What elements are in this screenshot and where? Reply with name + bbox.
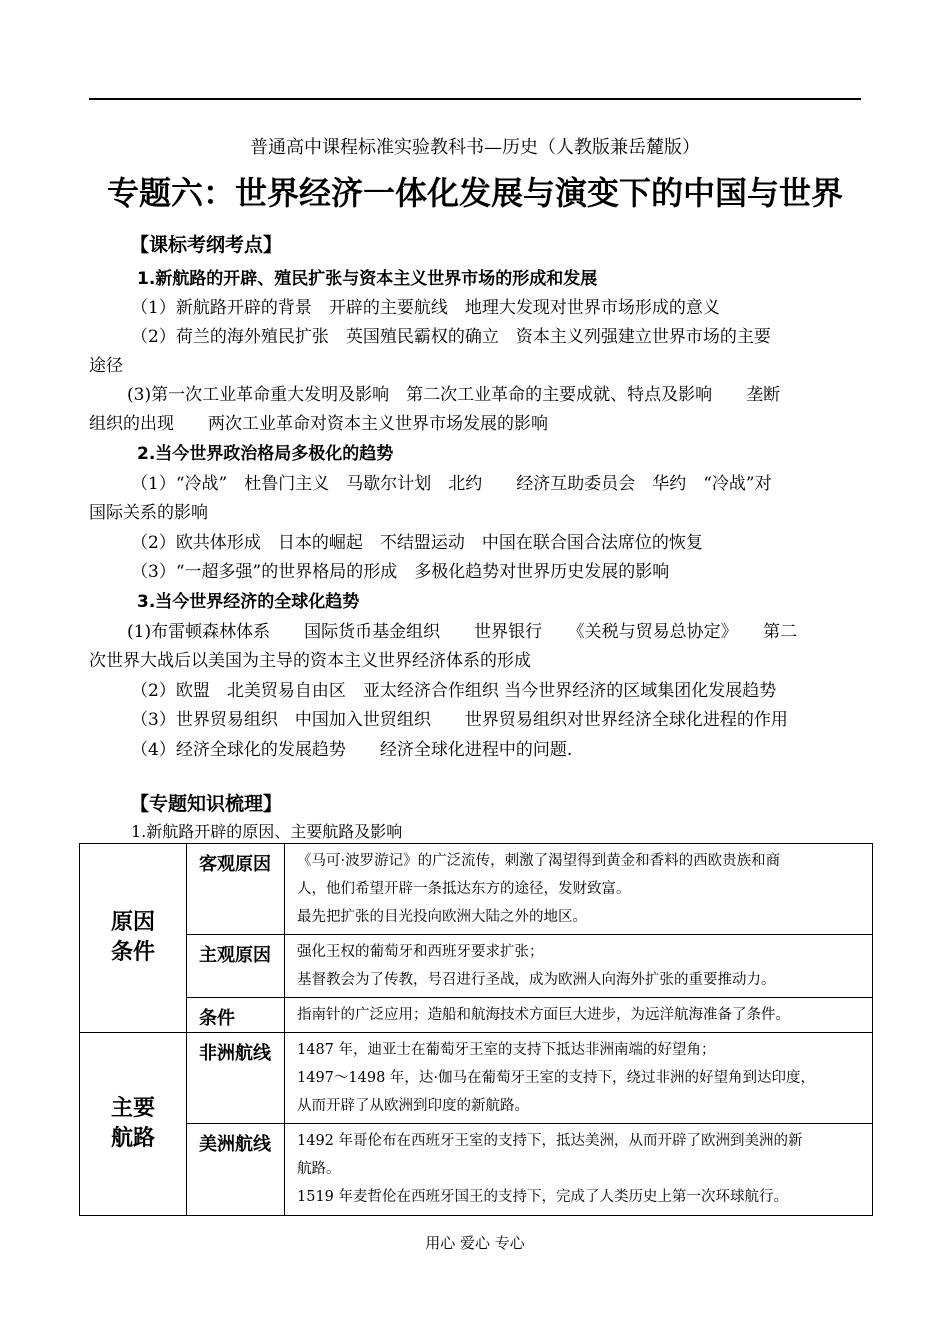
syllabus-section-2: 2.当今世界政治格局多极化的趋势 <box>137 444 394 464</box>
row-label: 美洲航线 <box>187 1124 285 1216</box>
syllabus-line: (3)第一次工业革命重大发明及影响 第二次工业革命的主要成就、特点及影响 垄断 <box>127 385 781 405</box>
syllabus-line: 次世界大战后以美国为主导的资本主义世界经济体系的形成 <box>89 651 531 671</box>
syllabus-line: 途径 <box>89 356 123 376</box>
content-line: 《马可·波罗游记》的广泛流传，刺激了渴望得到黄金和香料的西欧贵族和商 <box>297 853 781 869</box>
content-line: 1519 年麦哲伦在西班牙国王的支持下，完成了人类历史上第一次环球航行。 <box>297 1189 789 1205</box>
syllabus-line: （3）世界贸易组织 中国加入世贸组织 世界贸易组织对世界经济全球化进程的作用 <box>131 710 788 730</box>
category-label: 主要 <box>110 1096 155 1121</box>
row-content <box>285 935 873 998</box>
row-label: 主观原因 <box>187 935 285 998</box>
table-row <box>80 998 873 1033</box>
knowledge-heading: 【专题知识梳理】 <box>130 793 283 815</box>
syllabus-line: 国际关系的影响 <box>89 503 208 523</box>
syllabus-heading: 【课标考纲考点】 <box>130 234 283 256</box>
syllabus-line: (1)布雷顿森林体系 国际货币基金组织 世界银行 《关税与贸易总协定》 第二 <box>127 622 798 642</box>
syllabus-section-1: 1.新航路的开辟、殖民扩张与资本主义世界市场的形成和发展 <box>137 269 598 289</box>
content-line: 1487 年，迪亚士在葡萄牙王室的支持下抵达非洲南端的好望角； <box>297 1042 716 1058</box>
category-label: 条件 <box>110 940 155 965</box>
header-rule <box>89 98 861 100</box>
row-label: 非洲航线 <box>187 1033 285 1124</box>
syllabus-line: （3）“一超多强”的世界格局的形成 多极化趋势对世界历史发展的影响 <box>131 562 670 582</box>
page-footer: 用心 爱心 专心 <box>425 1234 525 1252</box>
syllabus-line: （2）欧共体形成 日本的崛起 不结盟运动 中国在联合国合法席位的恢复 <box>131 533 703 553</box>
content-line: 人，他们希望开辟一条抵达东方的途径，发财致富。 <box>297 881 631 897</box>
row-content <box>285 1033 873 1124</box>
row-label: 客观原因 <box>187 844 285 935</box>
content-line: 1497～1498 年，达·伽马在葡萄牙王室的支持下，绕过非洲的好望角到达印度， <box>297 1070 816 1086</box>
syllabus-line: （1）“冷战” 杜鲁门主义 马歇尔计划 北约 经济互助委员会 华约 “冷战”对 <box>131 474 772 494</box>
content-line: 从而开辟了从欧洲到印度的新航路。 <box>297 1098 529 1114</box>
row-content <box>285 1124 873 1216</box>
content-line: 基督教会为了传教，号召进行圣战，成为欧洲人向海外扩张的重要推动力。 <box>297 972 776 988</box>
row-content <box>285 998 873 1033</box>
textbook-subtitle: 普通高中课程标准实验教科书—历史（人教版兼岳麓版） <box>250 137 700 158</box>
page-title: 专题六：世界经济一体化发展与演变下的中国与世界 <box>106 174 843 212</box>
syllabus-section-3: 3.当今世界经济的全球化趋势 <box>137 592 360 612</box>
table-row <box>80 1124 873 1216</box>
category-cell <box>80 844 187 1033</box>
syllabus-line: 组织的出现 两次工业革命对资本主义世界市场发展的影响 <box>89 414 548 434</box>
content-line: 1492 年哥伦布在西班牙王室的支持下，抵达美洲，从而开辟了欧洲到美洲的新 <box>297 1133 803 1149</box>
syllabus-line: （2）荷兰的海外殖民扩张 英国殖民霸权的确立 资本主义列强建立世界市场的主要 <box>131 327 771 347</box>
knowledge-table <box>79 843 873 1216</box>
category-cell <box>80 1033 187 1216</box>
table-row <box>80 935 873 998</box>
row-content <box>285 844 873 935</box>
content-line: 航路。 <box>297 1161 341 1177</box>
syllabus-line: （2）欧盟 北美贸易自由区 亚太经济合作组织 当今世界经济的区域集团化发展趋势 <box>131 681 777 701</box>
category-label: 原因 <box>110 910 155 935</box>
table-row <box>80 1033 873 1124</box>
syllabus-line: （1）新航路开辟的背景 开辟的主要航线 地理大发现对世界市场形成的意义 <box>131 298 720 318</box>
content-line: 指南针的广泛应用；造船和航海技术方面巨大进步，为远洋航海准备了条件。 <box>297 1007 790 1023</box>
content-line: 最先把扩张的目光投向欧洲大陆之外的地区。 <box>297 909 587 925</box>
table-caption: 1.新航路开辟的原因、主要航路及影响 <box>131 822 403 841</box>
table-row <box>80 844 873 935</box>
content-line: 强化王权的葡萄牙和西班牙要求扩张； <box>297 944 544 960</box>
syllabus-line: （4）经济全球化的发展趋势 经济全球化进程中的问题. <box>131 740 573 760</box>
row-label: 条件 <box>187 998 285 1033</box>
category-label: 航路 <box>110 1126 155 1151</box>
